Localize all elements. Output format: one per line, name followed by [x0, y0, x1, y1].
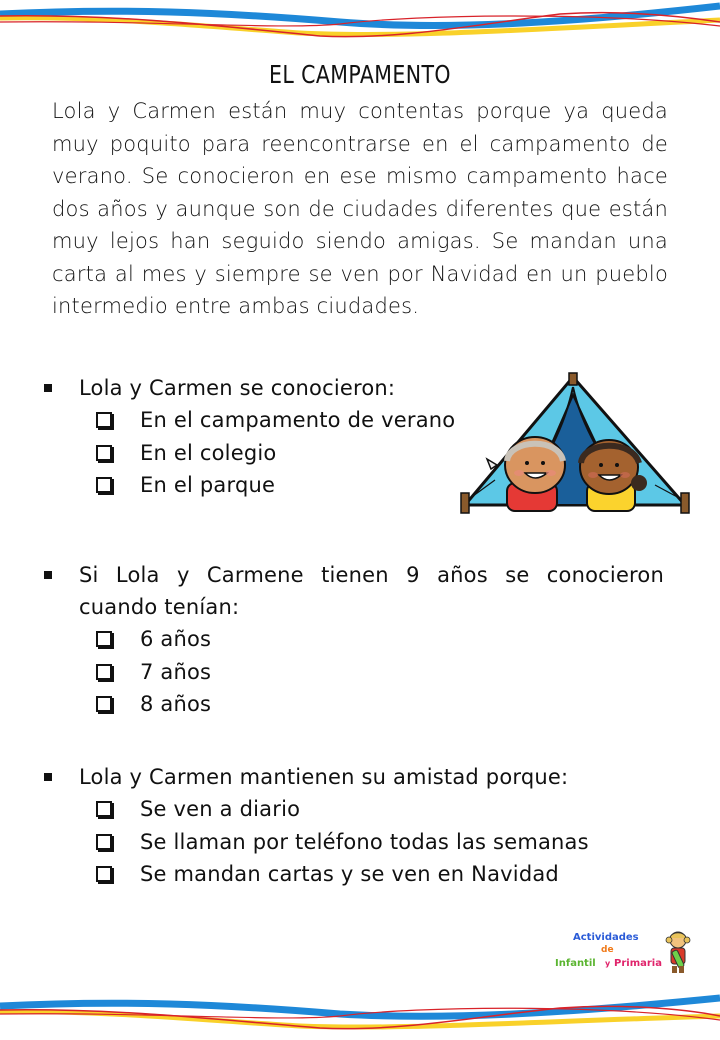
checkbox-icon[interactable] [96, 631, 112, 647]
checkbox-icon[interactable] [96, 445, 112, 461]
option-label: Se mandan cartas y se ven en Navidad [140, 862, 559, 887]
logo-line-3a: Infantil [555, 958, 596, 969]
square-bullet-icon [44, 773, 52, 781]
question-2 [44, 559, 664, 721]
page-title: EL CAMPAMENTO [269, 60, 451, 89]
checkbox-icon[interactable] [96, 801, 112, 817]
option-label: 7 años [140, 659, 212, 684]
checkbox-icon[interactable] [96, 696, 112, 712]
option-label: Se ven a diario [140, 797, 301, 822]
child-mascot-icon [665, 930, 691, 976]
checkbox-icon[interactable] [96, 664, 112, 680]
question-text: Lola y Carmen se conocieron: [79, 376, 396, 400]
logo-line-3c: Primaria [614, 958, 662, 969]
option-label: En el campamento de verano [140, 408, 456, 433]
question-3 [44, 761, 664, 891]
option[interactable] [96, 858, 664, 891]
logo-line-1: Actividades [573, 932, 639, 943]
option[interactable] [96, 656, 664, 689]
story-paragraph: Lola y Carmen están muy contentas porque ya queda muy poquito para reencontrarse en el campamento de verano. Se conocieron en ese mismo campamento hace dos años y aunque son de ciudades diferentes que están muy lejos han seguido siendo amigas. Se mandan una carta al mes y siempre se ven por Navidad en un pueblo intermedio entre ambas ciudades. [52, 99, 668, 318]
option[interactable] [96, 688, 664, 721]
square-bullet-icon [44, 384, 52, 392]
option-label: Se llaman por teléfono todas las semanas [140, 829, 589, 854]
bottom-wave-decoration [0, 988, 720, 1033]
option[interactable] [96, 826, 664, 859]
option-label: 8 años [140, 692, 212, 717]
options-list [96, 623, 664, 721]
logo-line-3b: y [605, 959, 611, 968]
tent-illustration [455, 365, 695, 525]
option-label: 6 años [140, 627, 212, 652]
option[interactable] [96, 793, 664, 826]
checkbox-icon[interactable] [96, 834, 112, 850]
logo-line-2: de [601, 945, 614, 955]
option-label: En el parque [140, 473, 276, 498]
brand-logo [553, 930, 693, 980]
checkbox-icon[interactable] [96, 412, 112, 428]
option[interactable] [96, 623, 664, 656]
question-text: Si Lola y Carmene tienen 9 años se conocieron cuando tenían: [79, 563, 664, 619]
checkbox-icon[interactable] [96, 477, 112, 493]
top-wave-decoration [0, 0, 720, 45]
options-list [96, 793, 664, 891]
square-bullet-icon [44, 571, 52, 579]
question-text: Lola y Carmen mantienen su amistad porque: [79, 765, 569, 789]
checkbox-icon[interactable] [96, 866, 112, 882]
option-label: En el colegio [140, 440, 277, 465]
